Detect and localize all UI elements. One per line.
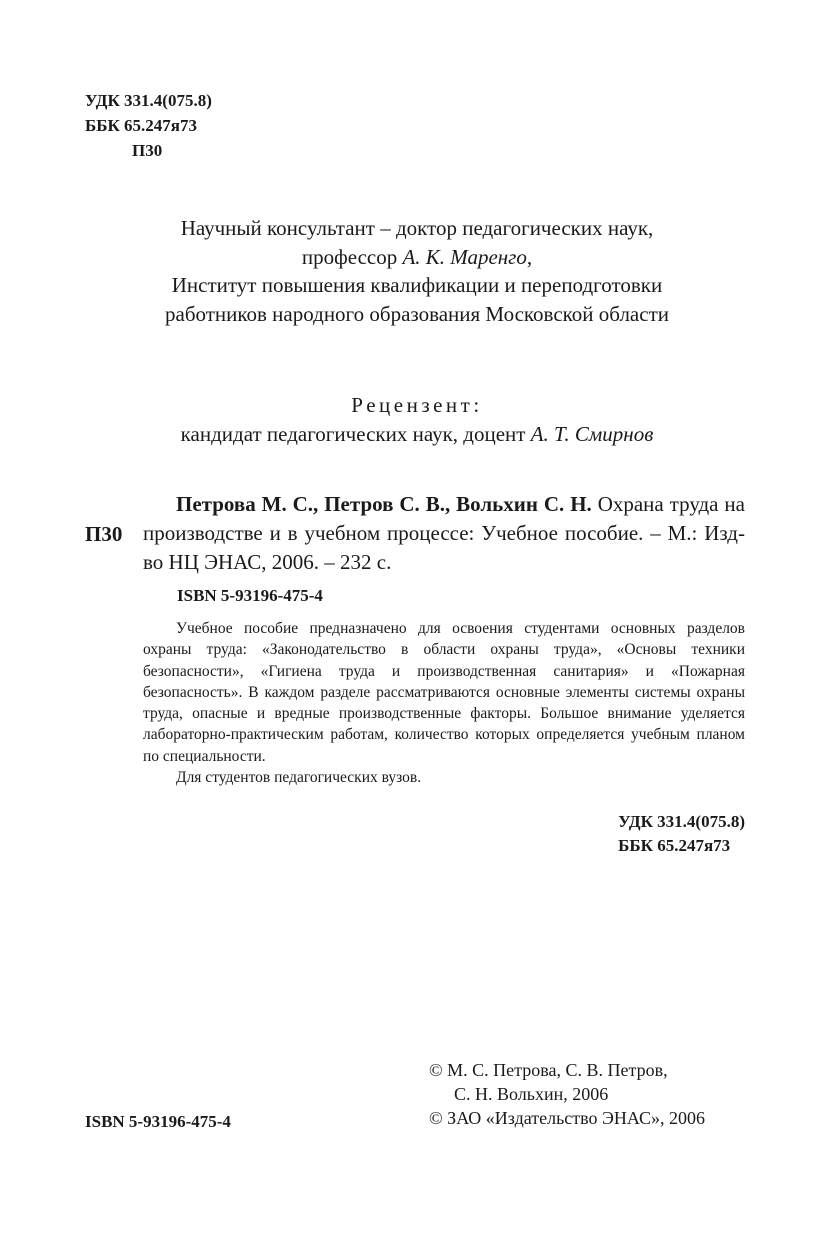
copyright-authors-cont: С. Н. Вольхин, 2006 [454, 1084, 609, 1104]
isbn-bibliographic: ISBN 5-93196-475-4 [177, 586, 323, 605]
udk-code-right: УДК 331.4(075.8) [618, 812, 745, 831]
copyright-publisher: © ЗАО «Издательство ЭНАС», 2006 [429, 1108, 706, 1128]
annotation-paragraph: Учебное пособие предназначено для освоения студентами основных разделов охраны труда: «Законодательство в области охраны труда», «Основы техники безопасности», «Гигиена труда и производственная санитария» и «Пожарная безопасность». В каждом разделе рассматриваются основные элементы системы охраны труда, опасные и вредные производственные факторы. Большое внимание уделяется лабораторно-практическим работам, количество которых определяется учебным планом по специальности. [143, 620, 745, 765]
book-authors: Петрова М. С., Петров С. В., Вольхин С. Н. [176, 492, 592, 516]
annotation-block [143, 618, 745, 788]
bibliography-author-mark: П30 [85, 522, 123, 546]
consultant-name: А. К. Маренго [402, 244, 527, 269]
copyright-authors: © М. С. Петрова, С. В. Петров, [429, 1060, 668, 1080]
copyright-block [429, 1058, 705, 1130]
reviewer-line [0, 420, 834, 448]
bbk-code-right: ББК 65.247я73 [618, 836, 731, 855]
book-description: Охрана труда на производстве и в учебном процессе: Учебное пособие. – М.: Изд-во НЦ ЭНАС, 2006. – 232 с. [143, 492, 745, 574]
udk-code: УДК 331.4(075.8) [85, 91, 212, 110]
classification-block-top [85, 88, 212, 163]
consultant-line-1: Научный консультант – доктор педагогических наук, [180, 216, 654, 240]
isbn-footer: ISBN 5-93196-475-4 [85, 1112, 231, 1131]
bibliographic-description [143, 490, 745, 577]
bbk-code: ББК 65.247я73 [85, 116, 198, 135]
consultant-line-3: Институт повышения квалификации и переподготовки [171, 273, 663, 297]
classification-block-right [618, 810, 745, 858]
consultant-line-4: работников народного образования Московской области [165, 301, 669, 326]
consultant-line-2 [0, 243, 834, 272]
reviewer-title: кандидат педагогических наук, доцент [180, 422, 531, 446]
consultant-title: профессор [301, 244, 403, 269]
consultant-comma: , [526, 244, 533, 269]
author-mark: П30 [132, 141, 163, 160]
reviewer-heading: Рецензент: [351, 393, 483, 417]
bibliographic-text [143, 490, 745, 577]
annotation-audience: Для студентов педагогических вузов. [176, 769, 422, 787]
reviewer-name: А. Т. Смирнов [530, 422, 654, 446]
scientific-consultant-block [0, 214, 834, 328]
